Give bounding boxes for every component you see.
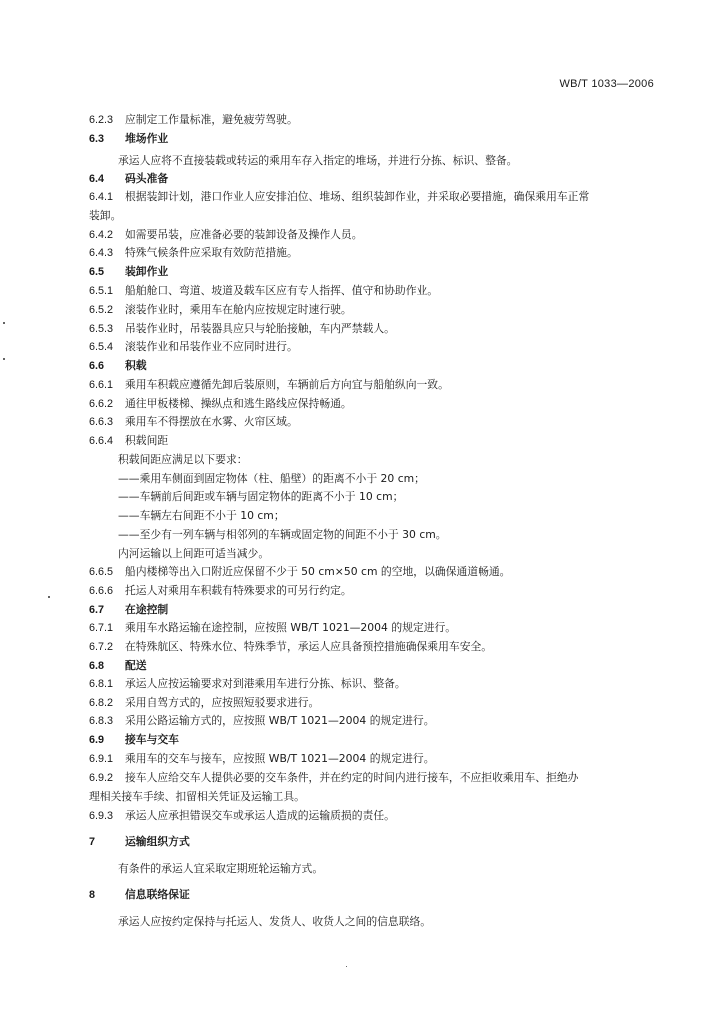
clause-heading	[89, 265, 168, 279]
clause-text: 特殊气候条件应采取有效防范措施。	[125, 246, 298, 259]
clause-text: 积载间距应满足以下要求：	[118, 453, 248, 466]
clause-text: ——车辆前后间距或车辆与固定物体的距离不小于 10 cm；	[118, 490, 404, 503]
clause-line	[89, 696, 319, 710]
clause-number: 6.3	[89, 133, 105, 145]
clause-text: 船内楼梯等出入口附近应保留不少于 50 cm×50 cm 的空地，以确保通道畅通。	[125, 565, 511, 578]
clause-number: 6.4.2	[89, 229, 114, 241]
clause-line	[118, 528, 447, 542]
clause-number: 6.9.2	[89, 772, 114, 784]
clause-text: 积载间距	[125, 434, 169, 447]
clause-number: 6.6.5	[89, 566, 114, 578]
clause-line	[118, 915, 431, 929]
clause-line	[89, 340, 298, 354]
clause-text: 乘用车不得摆放在水雾、火帘区域。	[125, 415, 298, 428]
clause-heading	[89, 132, 168, 146]
clause-number: 6.4	[89, 173, 105, 185]
clause-line	[89, 677, 406, 691]
scan-speck	[3, 322, 5, 324]
clause-text: 承运人应将不直接装载或转运的乘用车存入指定的堆场，并进行分拣、标识、整备。	[118, 154, 518, 167]
clause-line	[89, 771, 578, 785]
section-heading	[89, 888, 190, 902]
scan-speck	[346, 966, 347, 967]
clause-text: 吊装作业时，吊装器具应只与轮胎接触，车内严禁载人。	[125, 322, 395, 335]
clause-line	[118, 154, 517, 168]
clause-number: 6.6.2	[89, 398, 114, 410]
clause-line	[89, 303, 352, 317]
clause-line	[89, 584, 352, 598]
clause-text: 承运人应承担错误交车或承运人造成的运输质损的责任。	[125, 809, 395, 822]
clause-text: 接车人应给交车人提供必要的交车条件，并在约定的时间内进行接车，不应拒收乘用车、拒绝办	[125, 771, 579, 784]
clause-text: 在途控制	[125, 603, 169, 616]
clause-number: 6.4.1	[89, 191, 114, 203]
clause-heading	[89, 603, 168, 617]
clause-line	[89, 284, 438, 298]
clause-text: 积载	[125, 359, 147, 372]
clause-number: 6.6.4	[89, 435, 114, 447]
clause-number: 6.7	[89, 604, 105, 616]
clause-number: 6.8.1	[89, 678, 114, 690]
clause-line	[118, 862, 323, 876]
clause-text: 承运人应按约定保持与托运人、发货人、收货人之间的信息联络。	[118, 915, 432, 928]
clause-line	[89, 378, 449, 392]
clause-text: 堆场作业	[125, 132, 169, 145]
clause-number: 6.5.1	[89, 285, 114, 297]
clause-line	[89, 790, 305, 804]
clause-number: 6.6.3	[89, 416, 114, 428]
clause-number: 6.9.3	[89, 810, 114, 822]
clause-line	[118, 547, 269, 561]
clause-text: 乘用车的交车与接车，应按照 WB/T 1021—2004 的规定进行。	[125, 752, 435, 765]
clause-line	[89, 809, 395, 823]
page-header-code: WB/T 1033—2006	[559, 78, 654, 90]
clause-text: 乘用车积载应遵循先卸后装原则，车辆前后方向宜与船舶纵向一致。	[125, 378, 449, 391]
clause-number: 6.5.2	[89, 304, 114, 316]
clause-line	[89, 190, 589, 204]
clause-number: 6.8.2	[89, 697, 114, 709]
clause-line	[118, 490, 403, 504]
clause-number: 6.5.3	[89, 323, 114, 335]
clause-line	[89, 640, 492, 654]
clause-heading	[89, 659, 147, 673]
clause-line	[89, 752, 435, 766]
clause-text: 内河运输以上间距可适当减少。	[118, 547, 270, 560]
clause-text: 如需要吊装，应准备必要的装卸设备及操作人员。	[125, 228, 363, 241]
section-heading	[89, 835, 190, 849]
clause-text: 应制定工作量标准，避免疲劳驾驶。	[125, 113, 298, 126]
clause-text: 根据装卸计划，港口作业人应安排泊位、堆场、组织装卸作业，并采取必要措施，确保乘用车正常	[125, 190, 590, 203]
clause-number: 6.6	[89, 360, 105, 372]
clause-text: 码头准备	[125, 172, 169, 185]
clause-text: 接车与交车	[125, 733, 179, 746]
clause-text: 承运人应按运输要求对到港乘用车进行分拣、标识、整备。	[125, 677, 406, 690]
clause-text: 有条件的承运人宜采取定期班轮运输方式。	[118, 862, 324, 875]
clause-number: 6.8	[89, 660, 105, 672]
clause-text: 采用自驾方式的，应按照短驳要求进行。	[125, 696, 320, 709]
clause-number: 6.4.3	[89, 247, 114, 259]
clause-text: 托运人对乘用车积载有特殊要求的可另行约定。	[125, 584, 352, 597]
clause-line	[89, 621, 456, 635]
clause-number: 6.5.4	[89, 341, 114, 353]
clause-number: 6.2.3	[89, 114, 114, 126]
clause-text: 理相关接车手续、扣留相关凭证及运输工具。	[89, 790, 305, 803]
clause-line	[89, 322, 395, 336]
clause-text: 信息联络保证	[125, 888, 190, 901]
clause-line	[89, 209, 121, 223]
clause-number: 6.7.1	[89, 622, 114, 634]
clause-number: 6.6.6	[89, 585, 114, 597]
clause-number: 7	[89, 836, 96, 848]
clause-text: ——至少有一列车辆与相邻列的车辆或固定物的间距不小于 30 cm。	[118, 528, 447, 541]
clause-number: 6.5	[89, 266, 105, 278]
clause-heading	[89, 172, 168, 186]
clause-number: 6.9.1	[89, 753, 114, 765]
clause-line	[89, 415, 298, 429]
clause-line	[89, 565, 510, 579]
clause-text: 配送	[125, 659, 147, 672]
clause-number: 6.9	[89, 734, 105, 746]
clause-text: 装卸作业	[125, 265, 169, 278]
clause-line	[118, 509, 285, 523]
clause-text: 装卸。	[89, 209, 122, 222]
clause-line	[89, 397, 352, 411]
clause-line	[89, 246, 298, 260]
clause-text: 在特殊航区、特殊水位、特殊季节，承运人应具备预控措施确保乘用车安全。	[125, 640, 493, 653]
scan-speck	[3, 358, 5, 360]
clause-text: 采用公路运输方式的，应按照 WB/T 1021—2004 的规定进行。	[125, 714, 435, 727]
clause-text: 运输组织方式	[125, 835, 190, 848]
scan-speck	[48, 596, 50, 598]
clause-line	[89, 113, 298, 127]
clause-number: 6.6.1	[89, 379, 114, 391]
clause-text: ——车辆左右间距不小于 10 cm；	[118, 509, 285, 522]
clause-line	[89, 714, 435, 728]
clause-line	[89, 434, 168, 448]
clause-text: 船舶舱口、弯道、坡道及载车区应有专人指挥、值守和协助作业。	[125, 284, 439, 297]
clause-text: 滚装作业和吊装作业不应同时进行。	[125, 340, 298, 353]
clause-number: 6.7.2	[89, 641, 114, 653]
clause-number: 8	[89, 889, 96, 901]
clause-text: 通往甲板楼梯、操纵点和逃生路线应保持畅通。	[125, 397, 352, 410]
clause-line	[118, 472, 425, 486]
clause-text: 乘用车水路运输在途控制，应按照 WB/T 1021—2004 的规定进行。	[125, 621, 457, 634]
clause-heading	[89, 733, 179, 747]
clause-text: ——乘用车侧面到固定物体（柱、船壁）的距离不小于 20 cm；	[118, 472, 425, 485]
clause-line	[89, 228, 363, 242]
clause-heading	[89, 359, 147, 373]
clause-line	[118, 453, 248, 467]
clause-text: 滚装作业时，乘用车在舱内应按规定时速行驶。	[125, 303, 352, 316]
clause-number: 6.8.3	[89, 715, 114, 727]
